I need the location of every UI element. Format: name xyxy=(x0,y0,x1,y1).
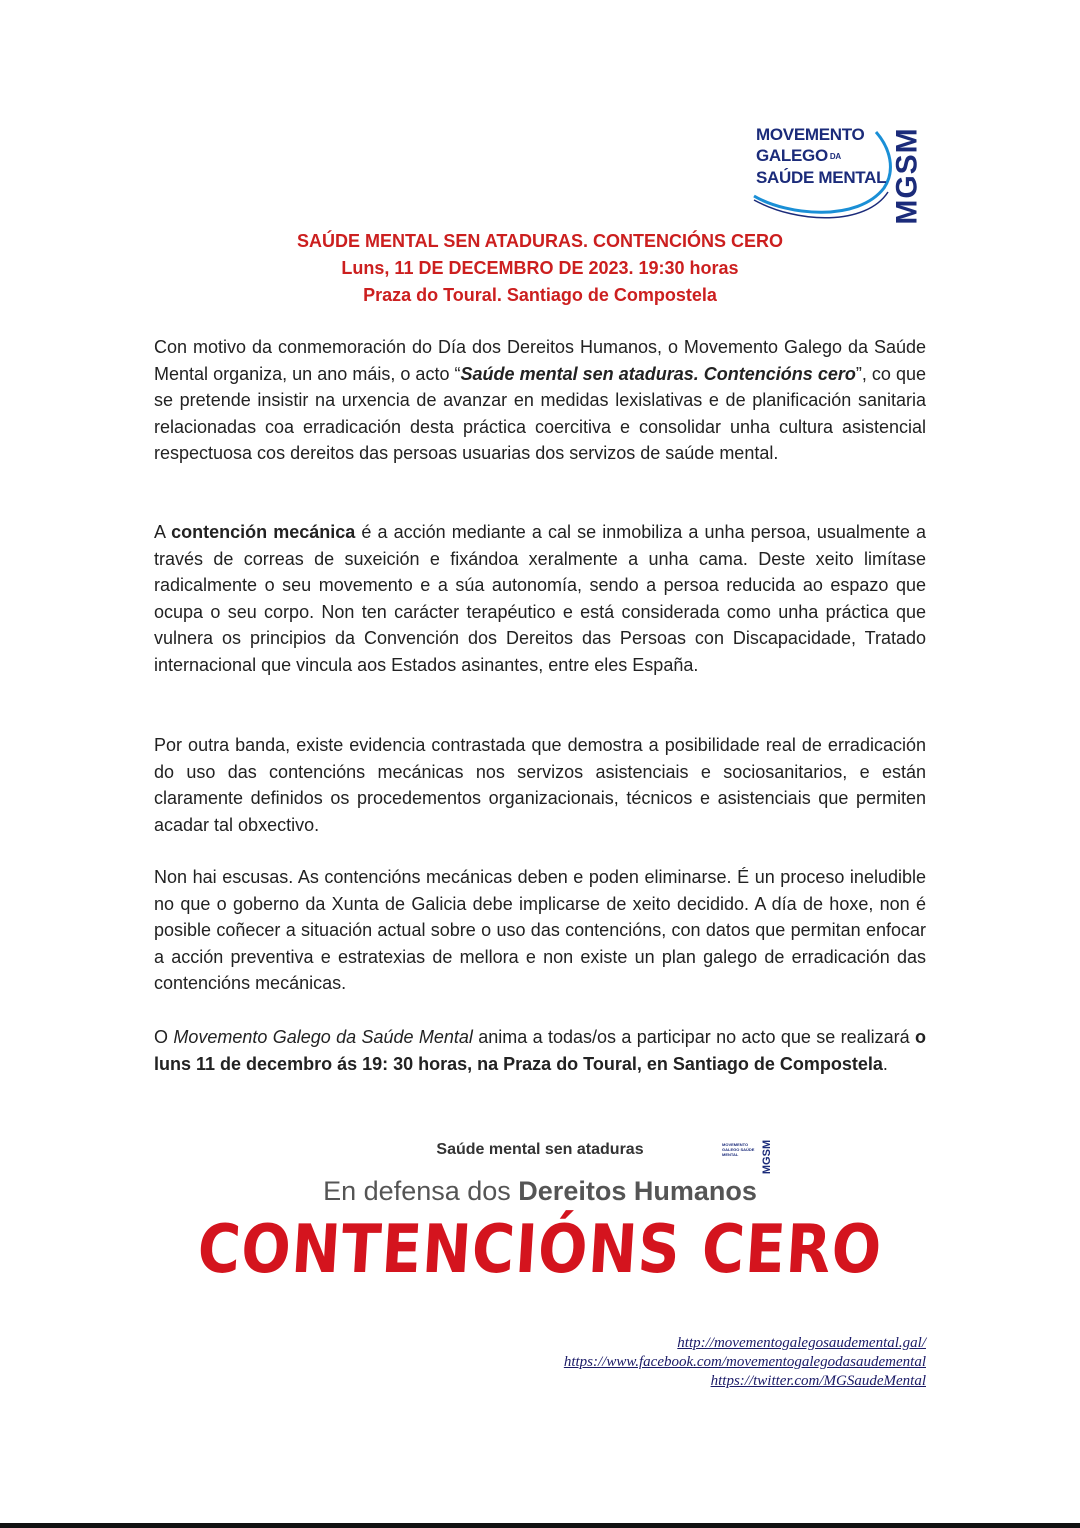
p5-text-a: O xyxy=(154,1027,174,1047)
mini-logo-text: MOVEMENTO GALEGO SAÚDE MENTAL xyxy=(722,1142,755,1157)
paragraph-4: Non hai escusas. As contencións mecánicas deben e poden eliminarse. É un proceso ineludible no que o goberno da Xunta de Galicia debe implicarse de xeito decidido. A día de hoxe, non é posible coñecer a situación actual sobre o uso das contencións, con datos que permitan enfocar a acción preventiva e estratexias de mellora e non existe un plan galego de erradicación das contencións mecánicas. xyxy=(154,867,926,993)
p2-text-c: é a acción mediante a cal se inmobiliza a unha persoa, usualmente a través de correas de suxeición e fixándoa xeralmente a unha cama. Deste xeito limítase radicalmente o seu movemento e a súa autonomía, sendo a persoa reducida ao espazo que ocupa o seu corpo. Non ten carácter terapéutico e está considerada como unha práctica que vulnera os principios da Convención dos Dereitos das Persoas con Discapacidade, Tratado internacional que vincula aos Estados asinantes, entre eles España. xyxy=(154,522,927,675)
logo-line-2-word: GALEGO xyxy=(756,146,828,165)
links-block xyxy=(564,1334,926,1391)
banner-tagline-bold: Dereitos Humanos xyxy=(518,1176,757,1206)
p2-text-a: A xyxy=(154,522,172,542)
facebook-link[interactable]: https://www.facebook.com/movementogalegodasaudemental xyxy=(563,1354,926,1370)
p1-text-c: ”, co que se pretende insistir na urxencia de avanzar en medidas lexislativas e de planificación sanitaria relacionadas coa erradicación desta práctica coercitiva e consolidar unha cultura asistencial respectuosa cos dereitos das persoas usuarias dos servizos de saúde mental. xyxy=(154,363,926,463)
mini-logo-acronym: MGSM xyxy=(761,1139,774,1175)
bottom-edge xyxy=(0,1523,1080,1528)
p5-text-c: anima a todas/os a participar no acto que se realizará xyxy=(472,1027,915,1047)
website-link[interactable]: http://movementogalegosaudemental.gal/ xyxy=(677,1335,926,1351)
logo-acronym: MGSM xyxy=(891,127,925,225)
paragraph-2 xyxy=(154,519,926,678)
logo-line-3: SAÚDE MENTAL xyxy=(756,168,887,188)
paragraph-3: Por outra banda, existe evidencia contrastada que demostra a posibilidade real de erradicación do uso das contencións mecánicas nos servizos asistenciais e sociosanitarios, e están claramente definidos os procedementos organizacionais, técnicos e asistenciais que permiten acadar tal obxectivo. xyxy=(154,735,926,835)
banner-headline: CONTENCIÓNS CERO xyxy=(195,1209,885,1289)
logo-wordmark xyxy=(756,124,886,188)
event-header xyxy=(0,228,1080,309)
paragraph-5 xyxy=(154,1024,926,1077)
p2-term: contención mecánica xyxy=(171,522,356,542)
p1-event-name: Saúde mental sen ataduras. Contencións cero xyxy=(460,363,856,384)
logo-acronym-box xyxy=(890,124,926,228)
event-date: Luns, 11 DE DECEMBRO DE 2023. 19:30 horas xyxy=(341,258,739,278)
logo-line-1: MOVEMENTO xyxy=(756,125,865,144)
event-title: SAÚDE MENTAL SEN ATADURAS. CONTENCIÓNS CERO xyxy=(296,231,784,251)
p5-text-e: . xyxy=(882,1053,888,1074)
p5-event-details: o luns 11 de decembro ás 19: 30 horas, na Praza do Toural, en Santiago de Compostela xyxy=(154,1027,926,1074)
p1-text-a: Con motivo da conmemoración do Día dos Dereitos Humanos, o Movemento Galego da Saúde Mental organiza, un ano máis, o acto “ xyxy=(154,337,926,384)
twitter-link[interactable]: https://twitter.com/MGSaudeMental xyxy=(710,1373,926,1389)
banner-mini-logo xyxy=(722,1140,776,1174)
logo-line-2-small: DA xyxy=(829,152,841,162)
mini-logo-acronym-box xyxy=(760,1140,774,1174)
mgsm-logo xyxy=(748,118,938,230)
banner-tagline xyxy=(0,1176,1080,1207)
banner-tagline-light: En defensa dos xyxy=(323,1176,519,1206)
banner-subtitle: Saúde mental sen ataduras xyxy=(436,1141,644,1158)
event-place: Praza do Toural. Santiago de Compostela xyxy=(363,285,717,305)
logo-line-2 xyxy=(756,145,886,167)
p5-org-name: Movemento Galego da Saúde Mental xyxy=(173,1027,473,1047)
paragraph-1 xyxy=(154,334,926,467)
